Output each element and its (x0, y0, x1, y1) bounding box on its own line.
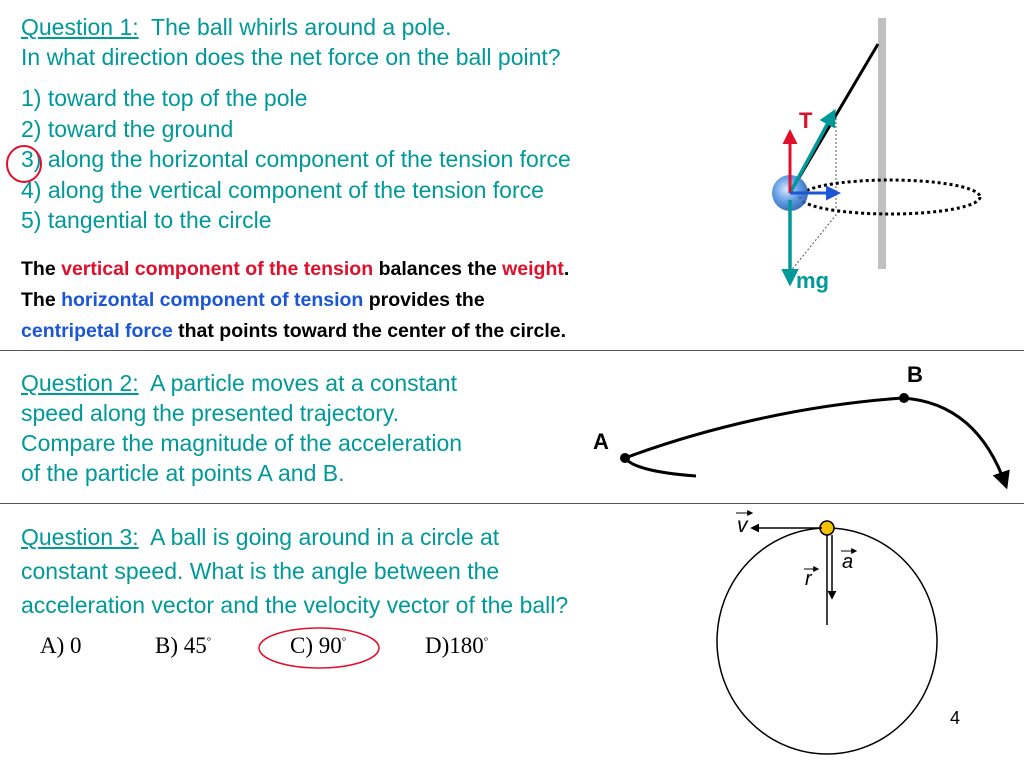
q1-option-5: 5) tangential to the circle (21, 207, 272, 233)
q1-option-3: 3) along the horizontal component of the tension force (21, 146, 571, 172)
vertical-component-text: vertical component of the tension (61, 258, 374, 280)
radius-label: r (805, 568, 812, 590)
point-a-label: A (593, 429, 609, 454)
explanation-line3 (21, 316, 569, 347)
q2-line1 (21, 368, 462, 398)
weight-text: weight (502, 258, 564, 280)
point-b-label: B (907, 362, 923, 387)
explanation-line2 (21, 285, 569, 316)
q3-line2: constant speed. What is the angle between the (21, 558, 500, 584)
answer-c-text: C) 90 (290, 633, 342, 658)
acceleration-label: a (842, 551, 854, 573)
expl-word: The (21, 289, 56, 311)
horizontal-component-text: horizontal component of tension (61, 289, 364, 311)
q2-block (21, 368, 462, 488)
q3-line3: acceleration vector and the velocity vector of the ball? (21, 592, 569, 618)
q3-line1 (21, 520, 568, 554)
q1-title-line (21, 12, 451, 42)
circular-path (800, 180, 980, 214)
q1-text-line1: The ball whirls around a pole. (151, 14, 452, 40)
answer-circle-q3 (255, 625, 385, 675)
degree-sign: ° (341, 635, 347, 648)
centripetal-force-text: centripetal force (21, 320, 173, 342)
degree-sign: ° (483, 635, 489, 648)
answer-a-text: A) 0 (40, 633, 82, 658)
point-a-dot (620, 453, 630, 463)
q1-option-4: 4) along the vertical component of the tension force (21, 176, 544, 203)
expl-word: provides the (368, 289, 485, 311)
pole (878, 18, 886, 269)
q2-label: Question 2: (21, 370, 139, 396)
q2-text: A particle moves at a constant (150, 370, 457, 396)
expl-word: balances the (378, 258, 497, 280)
q2-line2: speed along the presented trajectory. (21, 400, 400, 426)
q3-label: Question 3: (21, 524, 139, 550)
q1-option-2: 2) toward the ground (21, 115, 234, 142)
answer-circle-q1 (0, 140, 50, 190)
weight-label: mg (796, 268, 829, 293)
q1-explanation (21, 254, 569, 347)
q1-label: Question 1: (21, 14, 139, 40)
degree-sign: ° (206, 635, 212, 648)
expl-word: The (21, 258, 56, 280)
q3-answer-a (40, 633, 82, 659)
q2-line4: of the particle at points A and B. (21, 460, 345, 486)
answer-b-text: B) 45 (155, 633, 207, 658)
section-divider (0, 350, 1024, 351)
pole-ball-diagram (740, 0, 1024, 300)
point-b-dot (899, 393, 909, 403)
dashed-projection (790, 210, 840, 272)
expl-word: that points toward the center of the circle. (178, 320, 567, 342)
q3-answer-b (155, 633, 211, 659)
q1-option-1: 1) toward the top of the pole (21, 85, 308, 111)
velocity-label: v (737, 514, 748, 537)
expl-dot: . (563, 258, 570, 280)
circle-motion-diagram (700, 505, 960, 765)
q3-text: A ball is going around in a circle at (150, 524, 500, 550)
q1-options (21, 83, 571, 236)
answer-d-text: D)180 (425, 633, 484, 658)
q3-block (21, 520, 568, 622)
ball-on-circle (820, 521, 834, 535)
explanation-line1 (21, 254, 569, 285)
q1-text-line2: In what direction does the net force on the ball point? (21, 44, 561, 70)
q3-answer-d (425, 633, 488, 659)
tension-label: T (799, 108, 813, 133)
section-divider (0, 503, 1024, 504)
page-number: 4 (950, 708, 961, 728)
q2-line3: Compare the magnitude of the acceleration (21, 430, 463, 456)
trajectory-diagram (580, 355, 1020, 495)
trajectory-path (625, 398, 1006, 486)
